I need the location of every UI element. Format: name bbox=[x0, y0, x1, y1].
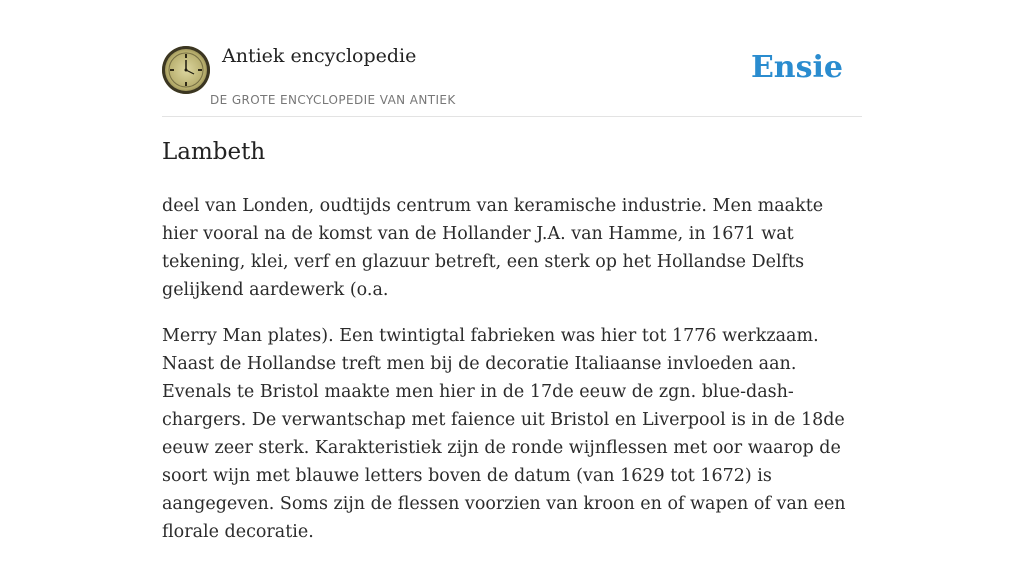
main-content bbox=[162, 0, 862, 542]
article-paragraph: deel van Londen, oudtijds centrum van keramische industrie. Men maakte hier vooral na de komst van de Hollander J.A. van Hamme, in 1671 wat tekening, klei, verf en glazuur betreft, een sterk op het Hollandse Delfts gelijkend aardewerk (o.a. bbox=[162, 196, 824, 300]
site-title[interactable]: Antiek encyclopedie bbox=[222, 45, 417, 67]
site-subtitle: DE GROTE ENCYCLOPEDIE VAN ANTIEK bbox=[210, 93, 456, 107]
article-title: Lambeth bbox=[162, 139, 266, 165]
clock-icon[interactable] bbox=[162, 46, 210, 94]
article-paragraph: Merry Man plates). Een twintigtal fabrieken was hier tot 1776 werkzaam. Naast de Hollandse treft men bij de decoratie Italiaanse invloeden aan. Evenals te Bristol maakte men hier in de 17de eeuw de zgn. blue-dash-chargers. De verwantschap met faience uit Bristol en Liverpool is in de 18de eeuw zeer sterk. Karakteristiek zijn de ronde wijnflessen met oor waarop de soort wijn met blauwe letters boven de datum (van 1629 tot 1672) is aangegeven. Soms zijn de flessen voorzien van kroon en of wapen of van een florale decoratie. bbox=[162, 326, 846, 542]
article-body bbox=[162, 192, 862, 564]
brand-logo[interactable]: Ensie bbox=[750, 50, 843, 85]
site-header bbox=[162, 0, 862, 117]
